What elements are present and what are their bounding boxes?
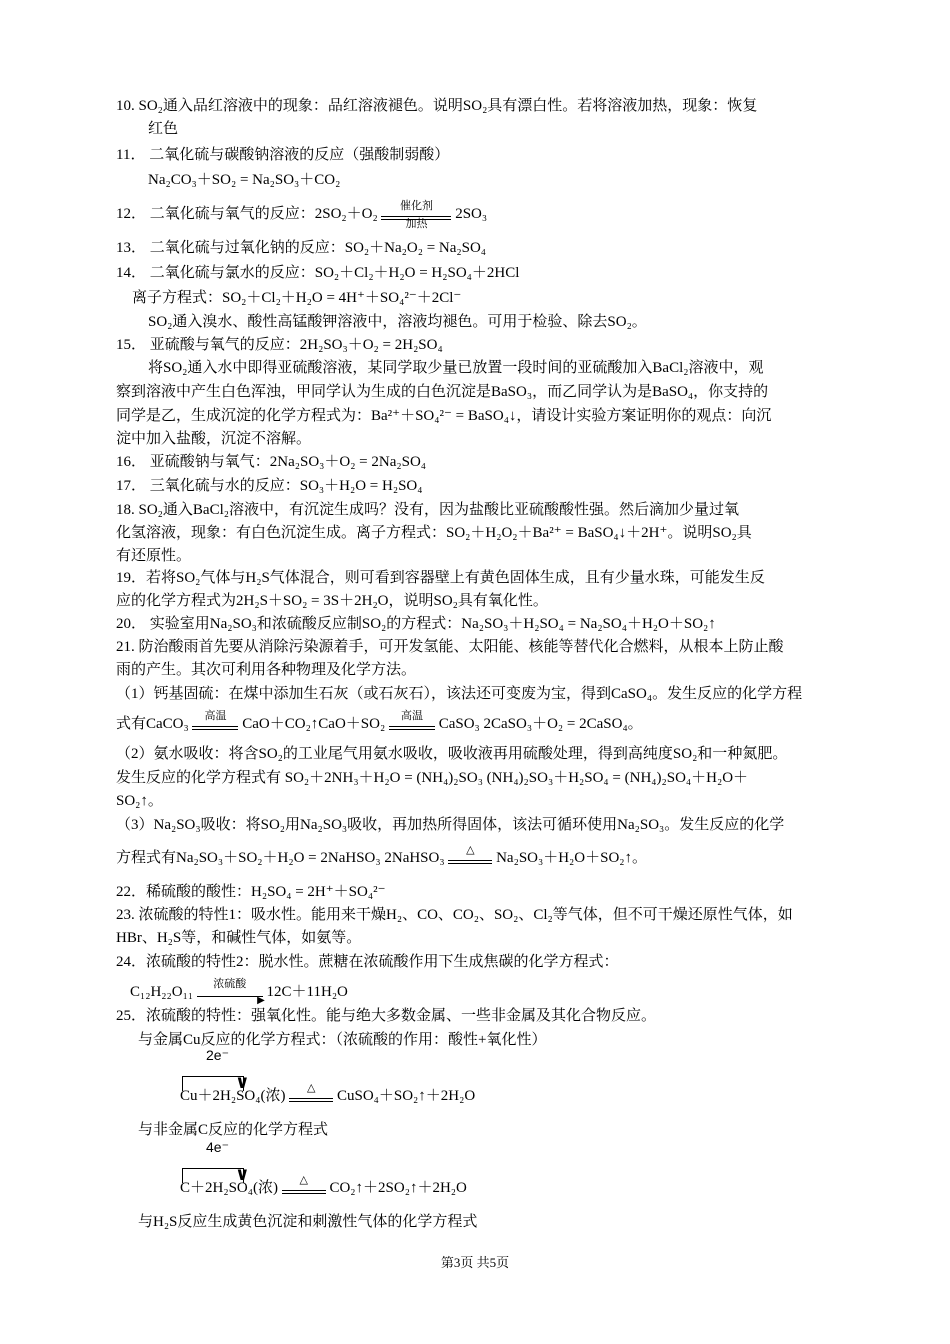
item-21-line2: 雨的产生。其次可利用各种物理及化学方法。 [116, 662, 417, 678]
item-14: 14． 二氧化硫与氯水的反应：SO₂＋Cl₂＋H₂O = H₂SO₄＋2HCl [116, 265, 520, 281]
item-22: 22．稀硫酸的酸性：H₂SO₄ = 2H⁺＋SO₄²⁻ [116, 884, 386, 900]
item-15-para-2: 察到溶液中产生白色浑浊，甲同学认为生成的白色沉淀是BaSO₃，而乙同学认为是BaSO₄，你支持的 [116, 384, 769, 400]
catalyst-label: 催化剂 [399, 199, 433, 212]
conc-acid-label: 浓硫酸 [213, 978, 247, 991]
item-25-cu-title: 与金属Cu反应的化学方程式：（浓硫酸的作用：酸性+氧化性） [138, 1032, 547, 1048]
dehydration-products: 12C＋11H₂O [266, 984, 348, 1000]
item-20: 20． 实验室用Na₂SO₃和浓硫酸反应制SO₂的方程式：Na₂SO₃＋H₂SO₄ = Na₂SO₄＋H₂O＋SO₂↑ [116, 616, 716, 632]
item-12-text: 12． 二氧化硫与氧气的反应：2SO₂＋O₂ [116, 206, 378, 222]
cu-products: CuSO₄＋SO₂↑＋2H₂O [336, 1088, 476, 1104]
cu-reactants: Cu＋2H₂SO₄(浓) [180, 1088, 286, 1104]
heat-arrow-1 [448, 843, 492, 864]
reversible-arrow [381, 199, 451, 230]
eq-part-3: CaSO₃ 2CaSO₃＋O₂ = 2CaSO₄。 [438, 716, 643, 732]
item-10-line1: 10. SO₂通入品红溶液中的现象：品红溶液褪色。说明SO₂具有漂白性。若将溶液加热，现象：恢复 [116, 98, 758, 114]
c-equation [180, 1173, 467, 1198]
sucrose: C₁₂H₂₂O₁₁ [130, 984, 194, 1000]
heat-symbol-1: △ [466, 843, 475, 856]
item-21-1-equations [116, 709, 643, 734]
high-temp-arrow-2 [389, 709, 435, 730]
heat-arrow-3 [282, 1173, 326, 1194]
item-18-line2: 化氢溶液，现象：有白色沉淀生成。离子方程式：SO₂＋H₂O₂＋Ba²⁺ = BaSO₄↓＋2H⁺。说明SO₂具 [116, 525, 752, 541]
electron-arrow-head-1: ∨ [235, 1072, 250, 1092]
heat-label: 加热 [405, 217, 428, 230]
high-temp-label-1: 高温 [204, 709, 227, 722]
item-24: 24．浓硫酸的特性2：脱水性。蔗糖在浓硫酸作用下生成焦碳的化学方程式： [116, 954, 619, 970]
item-15: 15． 亚硫酸与氧气的反应：2H₂SO₃＋O₂ = 2H₂SO₄ [116, 337, 443, 353]
eq-part-4: 方程式有Na₂SO₃＋SO₂＋H₂O = 2NaHSO₃ 2NaHSO₃ [116, 850, 445, 866]
item-21-2-line2: 发生反应的化学方程式有 SO₂＋2NH₃＋H₂O = (NH₄)₂SO₃ (NH₄)₂SO₃＋H₂SO₄ = (NH₄)₂SO₄＋H₂O＋ [116, 770, 749, 786]
item-13: 13． 二氧化硫与过氧化钠的反应：SO₂＋Na₂O₂ = Na₂SO₄ [116, 240, 487, 256]
heat-symbol-3: △ [299, 1173, 308, 1186]
item-18-line3: 有还原性。 [116, 548, 192, 564]
item-25-h2s-title: 与H₂S反应生成黄色沉淀和刺激性气体的化学方程式 [138, 1214, 478, 1230]
high-temp-arrow-1 [192, 709, 238, 730]
eq-part-5: Na₂SO₃＋H₂O＋SO₂↑。 [496, 850, 648, 866]
item-21-3-line1: （3）Na₂SO₃吸收：将SO₂用Na₂SO₃吸收，再加热所得固体，该法可循环使用Na₂SO₃。发生反应的化学 [116, 817, 785, 833]
high-temp-label-2: 高温 [400, 709, 423, 722]
item-15-para-3: 同学是乙，生成沉淀的化学方程式为：Ba²⁺＋SO₄²⁻ = BaSO₄↓，请设计实验方案证明你的观点：向沉 [116, 408, 772, 424]
item-14-note: SO₂通入溴水、酸性高锰酸钾溶液中，溶液均褪色。可用于检验、除去SO₂。 [148, 314, 647, 330]
c-reactants: C＋2H₂SO₄(浓) [180, 1180, 278, 1196]
item-25: 25．浓硫酸的特性：强氧化性。能与绝大多数金属、一些非金属及其化合物反应。 [116, 1008, 657, 1024]
heat-arrow-2 [289, 1081, 333, 1102]
item-24-equation [130, 978, 348, 1007]
eq-part-2: CaO＋CO₂↑CaO＋SO₂ [242, 716, 386, 732]
cu-equation [180, 1081, 476, 1106]
item-19-line2: 应的化学方程式为2H₂S＋SO₂ = 3S＋2H₂O，说明SO₂具有氧化性。 [116, 593, 548, 609]
electron-arrow-head-2: ∨ [235, 1164, 250, 1184]
item-11-title: 11． 二氧化硫与碳酸钠溶液的反应（强酸制弱酸） [116, 147, 450, 163]
heat-symbol-2: △ [306, 1081, 316, 1094]
item-23-line1: 23. 浓硫酸的特性1：吸水性。能用来干燥H₂、CO、CO₂、SO₂、Cl₂等气体，但不可干燥还原性气体，如 [116, 907, 793, 923]
item-16: 16． 亚硫酸钠与氧气：2Na₂SO₃＋O₂ = 2Na₂SO₄ [116, 454, 427, 470]
item-11-equation: Na₂CO₃＋SO₂ = Na₂SO₃＋CO₂ [148, 172, 341, 188]
item-17: 17． 三氧化硫与水的反应：SO₃＋H₂O = H₂SO₄ [116, 478, 423, 494]
c-products: CO₂↑＋2SO₂↑＋2H₂O [329, 1180, 467, 1196]
item-18-line1: 18. SO₂通入BaCl₂溶液中，有沉淀生成吗？没有，因为盐酸比亚硫酸酸性强。然后滴加少量过氧 [116, 502, 739, 518]
item-15-para-1: 将SO₂通入水中即得亚硫酸溶液，某同学取少量已放置一段时间的亚硫酸加入BaCl₂溶液中，观 [148, 360, 764, 376]
item-12 [116, 199, 488, 230]
eq-part-1: 式有CaCO₃ [116, 716, 189, 732]
electron-transfer-2e: 2e⁻ [206, 1047, 229, 1063]
dehydration-arrow: 浓硫酸 ▶ [197, 988, 263, 997]
item-15-para-4: 淀中加入盐酸，沉淀不溶解。 [116, 431, 312, 447]
item-10-line2: 红色 [148, 121, 179, 137]
item-21-3-equations [116, 843, 648, 868]
electron-transfer-4e: 4e⁻ [206, 1139, 229, 1155]
item-21-2-line3: SO₂↑。 [116, 793, 163, 809]
item-12-product: 2SO₃ [455, 206, 488, 222]
item-21-2-line1: （2）氨水吸收：将含SO₂的工业尾气用氨水吸收，吸收液再用硫酸处理，得到高纯度SO₂和一种氮肥。 [116, 746, 788, 762]
item-23-line2: HBr、H₂S等，和碱性气体，如氨等。 [116, 930, 362, 946]
item-14-ionic: 离子方程式：SO₂＋Cl₂＋H₂O = 4H⁺＋SO₄²⁻＋2Cl⁻ [132, 290, 462, 306]
page-number: 第3页 共5页 [440, 1255, 510, 1270]
item-21-1-line1: （1）钙基固硫：在煤中添加生石灰（或石灰石），该法还可变废为宝，得到CaSO₄。发生反应的化学方程 [116, 686, 803, 702]
item-21-line1: 21. 防治酸雨首先要从消除污染源着手，可开发氢能、太阳能、核能等替代化合燃料，从根本上防止酸 [116, 639, 784, 655]
item-19-line1: 19．若将SO₂气体与H₂S气体混合，则可看到容器壁上有黄色固体生成，且有少量水珠，可能发生反 [116, 570, 765, 586]
item-25-c-title: 与非金属C反应的化学方程式 [138, 1122, 329, 1138]
